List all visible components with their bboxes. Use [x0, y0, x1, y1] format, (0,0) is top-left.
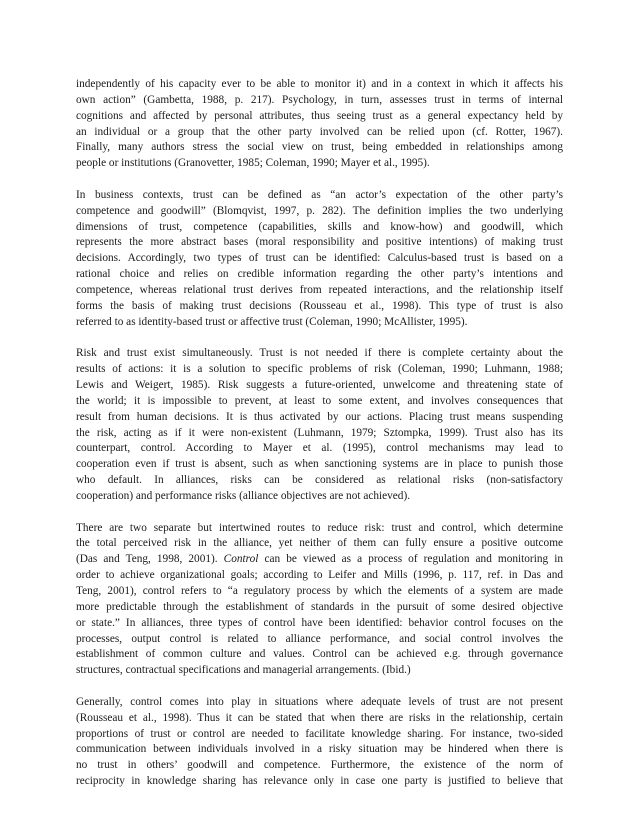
text-line: forms the basis of making trust decisions (Rousseau et al., 1998). This type of trust is also — [76, 299, 563, 312]
text-line: or state.” In alliances, three types of control have been identified: behavior control focuses on the — [76, 616, 563, 629]
text-line: In business contexts, trust can be defined as “an actor’s expectation of the other party’s — [76, 188, 563, 201]
text-line: (Rousseau et al., 1998). Thus it can be stated that when there are risks in the relationship, certain — [76, 711, 563, 724]
text-line: processes, output control is related to alliance performance, and social control involves the — [76, 632, 563, 645]
paragraph — [76, 346, 563, 504]
text-line: rational choice and relies on credible information regarding the other party’s intentions and — [76, 268, 563, 281]
text-line: proportions of trust or control are needed to facilitate knowledge sharing. For instance, two-sided — [76, 727, 563, 740]
text-line: Lewis and Weigert, 1985). Risk suggests a future-oriented, unwelcome and threatening state of — [76, 379, 563, 392]
text-line: the world; it is impossible to prevent, at least to some extent, and involves consequences that — [76, 394, 563, 407]
text-line: There are two separate but intertwined routes to reduce risk: trust and control, which determine — [76, 521, 563, 534]
text-line: result from human decisions. It is thus activated by our actions. Placing trust means suspending — [76, 410, 563, 423]
text-line: an individual or a group that the other party involved can be relied upon (cf. Rotter, 1967). — [76, 125, 563, 138]
text-line: Generally, control comes into play in situations where adequate levels of trust are not present — [76, 695, 563, 708]
text-line: own action” (Gambetta, 1988, p. 217). Psychology, in turn, assesses trust in terms of internal — [76, 93, 563, 106]
text-line: Risk and trust exist simultaneously. Trust is not needed if there is complete certainty about the — [76, 347, 563, 360]
text-line: represents the more abstract bases (moral responsibility and positive intentions) of making trust — [76, 236, 563, 249]
text-line: the risk, acting as if it were non-existent (Luhmann, 1979; Sztompka, 1999). Trust also has its — [76, 426, 563, 439]
text-line: counterpart, control. According to Mayer et al. (1995), control mechanisms may lead to — [76, 442, 563, 455]
text-line: who default. In alliances, risks can be considered as relational risks (non-satisfactory — [76, 474, 563, 487]
text-line: competence, whereas relational trust derives from repeated interactions, and the relationship itself — [76, 283, 563, 296]
body-text — [76, 77, 563, 790]
text-line: structures, contractual specifications and managerial arrangements. (Ibid.) — [76, 664, 411, 677]
text-line: the total perceived risk in the alliance, yet neither of them can fully ensure a positive outcome — [76, 537, 563, 550]
text-line: results of actions: it is a solution to specific problems of risk (Coleman, 1990; Luhmann, 1988; — [76, 363, 563, 376]
text-line: (Das and Teng, 1998, 2001). Control can be viewed as a process of regulation and monitoring in — [76, 553, 563, 566]
text-line: cooperation even if trust is absent, such as when sanctioning systems are in place to punish those — [76, 458, 563, 471]
text-line: people or institutions (Granovetter, 1985; Coleman, 1990; Mayer et al., 1995). — [76, 157, 430, 170]
paragraph — [76, 695, 563, 790]
text-line: no trust in others’ goodwill and competence. Furthermore, the existence of the norm of — [76, 759, 563, 772]
text-line: independently of his capacity ever to be able to monitor it) and in a context in which it affects his — [76, 78, 563, 90]
text-line: cognitions and affected by personal attributes, thus seeing trust as a general expectancy held by — [76, 109, 563, 122]
text-line: cooperation) and performance risks (alliance objectives are not achieved). — [76, 489, 411, 502]
paragraph — [76, 77, 563, 172]
text-line: competence and goodwill” (Blomqvist, 1997, p. 282). The definition implies the two underlying — [76, 204, 563, 217]
paragraph — [76, 188, 563, 331]
text-line: Finally, many authors stress the social view on trust, being embedded in relationships among — [76, 141, 563, 154]
text-line: communication between individuals involved in a risky situation may be hindered when there is — [76, 743, 563, 756]
text-line: referred to as identity-based trust or affective trust (Coleman, 1990; McAllister, 1995). — [76, 315, 468, 328]
paragraph — [76, 521, 563, 679]
text-line: more predictable through the establishment of standards in the pursuit of some desired objective — [76, 600, 563, 613]
text-line: Teng, 2001), control refers to “a regulatory process by which the elements of a system are made — [76, 585, 563, 597]
text-line: decisions. Accordingly, two types of trust can be identified: Calculus-based trust is based on a — [76, 252, 563, 265]
text-line: dimensions of trust, competence (capabilities, skills and know-how) and goodwill, which — [76, 220, 563, 233]
text-line: establishment of common culture and values. Control can be achieved e.g. through governance — [76, 648, 563, 661]
text-line: reciprocity in knowledge sharing has relevance only in case one party is justified to believe that — [76, 775, 563, 788]
text-line: order to achieve organizational goals; according to Leifer and Mills (1996, p. 117, ref. in Das and — [76, 569, 563, 582]
